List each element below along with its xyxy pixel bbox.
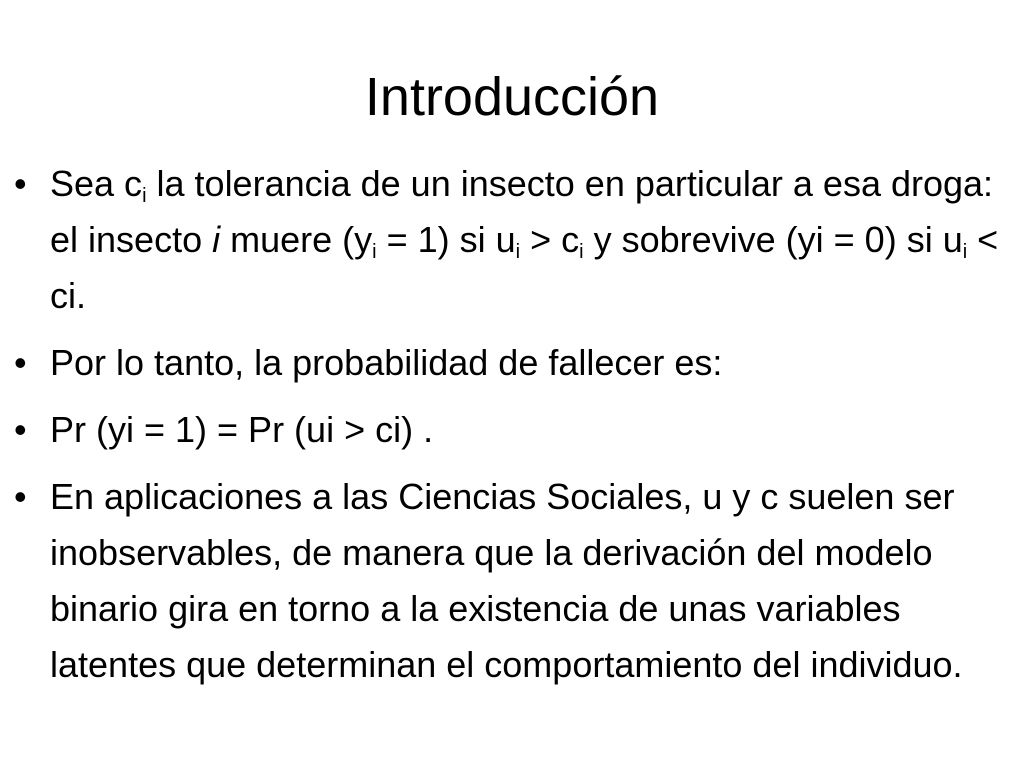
bullet-item [14,335,1014,391]
text-segment: En aplicaciones a las Ciencias Sociales, u y c suelen ser inobservables, de manera que la derivación del modelo binario gira en torno a la existencia de unas variables latentes que determinan el comportamiento del individuo. [50,476,963,685]
bullet-item [14,156,1014,324]
subscript: i [515,241,521,263]
bullet-text [50,335,1014,391]
bullet-marker: • [14,163,27,204]
bullet-marker: • [14,409,27,450]
italic-text: i [212,219,221,260]
subscript: i [142,185,147,207]
bullet-marker: • [14,476,27,517]
text-segment: < ci. [50,219,999,316]
slide-title: Introducción [364,67,660,127]
bullet-item [14,469,1014,693]
subscript: i [579,241,584,263]
bullet-item [14,402,1014,458]
text-segment: = 1) si u [376,219,516,260]
bullet-text [50,469,1014,693]
text-segment: Sea c [50,163,143,204]
text-segment: la tolerancia de un insecto en particular a esa droga: el insecto [50,163,994,260]
text-segment: Por lo tanto, la probabilidad de fallecer es: [50,342,723,383]
bullet-marker: • [14,342,27,383]
text-segment: muere (y [220,219,373,260]
text-segment: Pr (yi = 1) = Pr (ui > ci) . [50,409,434,450]
bullet-text [50,156,1014,324]
bullet-text [50,402,1014,458]
subscript: i [372,241,377,263]
text-segment: y sobrevive (yi = 0) si u [583,219,963,260]
bullet-list [14,156,1014,704]
text-segment: > c [520,219,580,260]
subscript: i [962,241,968,263]
